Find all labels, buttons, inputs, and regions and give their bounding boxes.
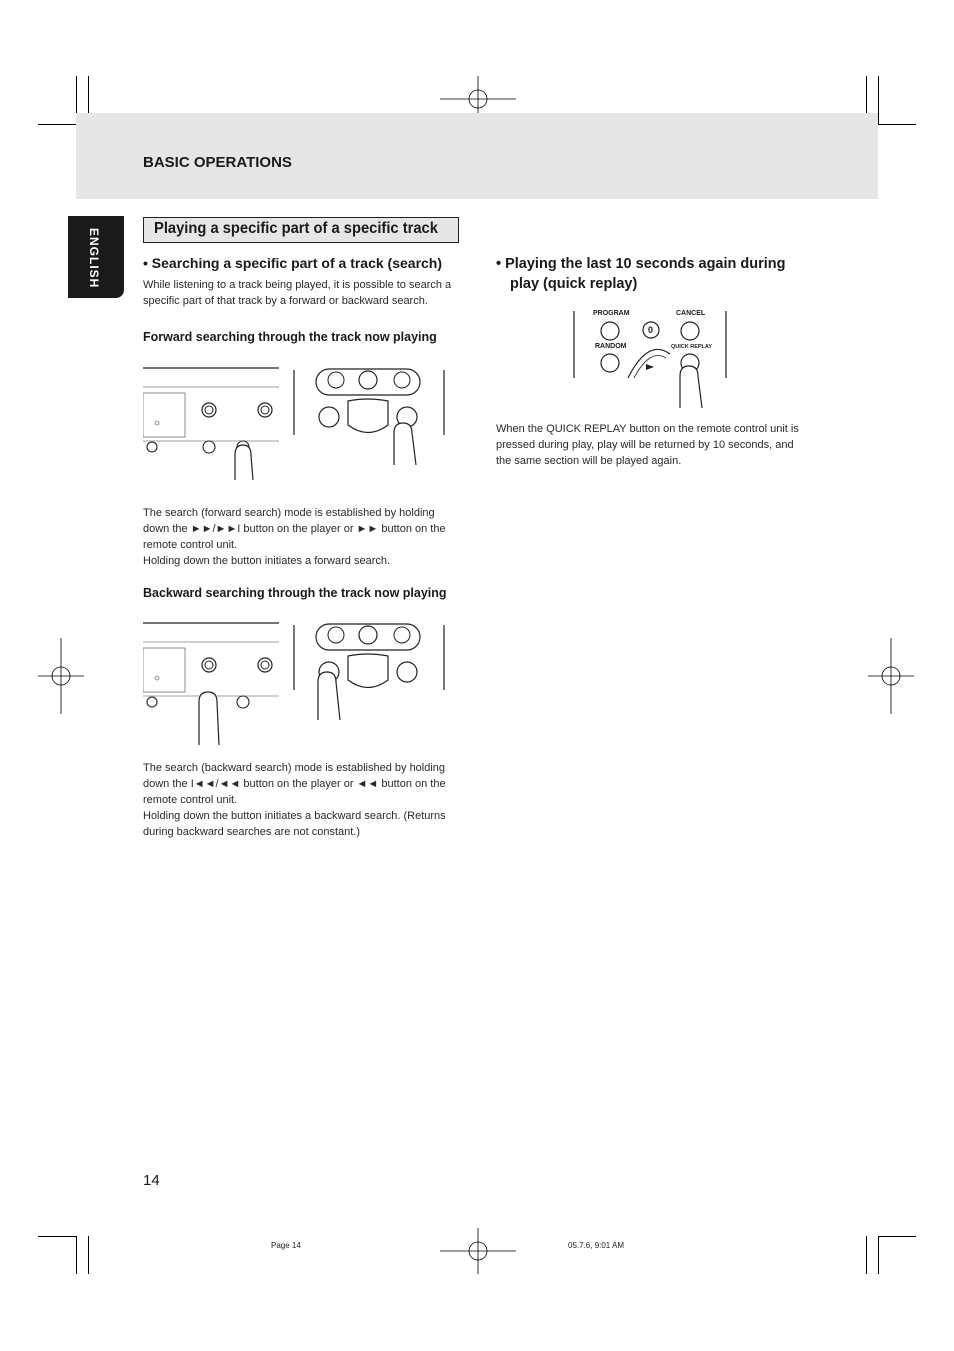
remote-forward-illustration bbox=[292, 365, 446, 465]
remote-label-cancel: CANCEL bbox=[676, 310, 706, 317]
section-title: BASIC OPERATIONS bbox=[143, 154, 292, 171]
remote-label-quick-replay: QUICK REPLAY bbox=[671, 344, 713, 350]
crop-mark bbox=[878, 1236, 879, 1274]
language-tab bbox=[68, 216, 124, 298]
player-panel-forward-illustration bbox=[143, 365, 279, 480]
forward-search-heading: Forward searching through the track now playing bbox=[143, 330, 437, 344]
crop-mark bbox=[866, 1236, 867, 1274]
search-intro bbox=[143, 277, 459, 309]
crop-mark bbox=[88, 1236, 89, 1274]
quick-replay-description bbox=[496, 421, 811, 469]
quick-replay-heading bbox=[496, 254, 786, 294]
crop-mark bbox=[76, 1236, 77, 1274]
crop-mark bbox=[866, 76, 867, 114]
quick-replay-text: When the QUICK REPLAY button on the remote control unit is pressed during play, play will be returned by 10 seconds, and the same section will be played again. bbox=[496, 423, 799, 467]
crop-mark bbox=[878, 76, 879, 124]
remote-backward-illustration bbox=[292, 620, 446, 720]
registration-target-right bbox=[868, 638, 914, 714]
crop-mark bbox=[38, 1236, 76, 1237]
remote-quick-replay-illustration bbox=[572, 308, 728, 408]
crop-mark bbox=[88, 76, 89, 114]
quick-replay-heading-line-1: • Playing the last 10 seconds again during bbox=[496, 256, 786, 272]
forward-search-description bbox=[143, 505, 459, 569]
crop-mark bbox=[878, 1236, 916, 1237]
crop-mark bbox=[38, 124, 76, 125]
footer-page-label: Page 14 bbox=[271, 1241, 301, 1250]
page-title: Playing a specific part of a specific track bbox=[154, 220, 438, 237]
backward-search-heading: Backward searching through the track now playing bbox=[143, 586, 447, 600]
backward-search-text-1: The search (backward search) mode is established by holding down the I◄◄/◄◄ button on the player or ◄◄ button on the remote control unit. bbox=[143, 762, 446, 806]
quick-replay-heading-line-2: play (quick replay) bbox=[510, 276, 638, 292]
remote-label-random: RANDOM bbox=[595, 343, 627, 350]
footer-timestamp: 05.7.6, 9:01 AM bbox=[568, 1241, 625, 1250]
remote-label-zero: 0 bbox=[648, 325, 654, 335]
search-heading: • Searching a specific part of a track (search) bbox=[143, 255, 443, 271]
backward-search-text-2: Holding down the button initiates a backward search. (Returns during backward searches are not constant.) bbox=[143, 810, 446, 838]
language-tab-label: ENGLISH bbox=[87, 228, 101, 289]
player-panel-backward-illustration bbox=[143, 620, 279, 745]
backward-search-description bbox=[143, 760, 459, 840]
remote-label-program: PROGRAM bbox=[593, 310, 630, 317]
forward-search-text-2: Holding down the button initiates a forward search. bbox=[143, 555, 391, 567]
registration-target-left bbox=[38, 638, 84, 714]
registration-target-bottom bbox=[440, 1228, 516, 1274]
page-number: 14 bbox=[143, 1172, 160, 1189]
page-title-box bbox=[143, 217, 459, 243]
search-intro-text: While listening to a track being played, it is possible to search a specific part of that track by a forward or backward search. bbox=[143, 279, 452, 307]
forward-search-text-1: The search (forward search) mode is established by holding down the ►►/►►I button on the player or ►► button on the remote control unit. bbox=[143, 507, 446, 551]
crop-mark bbox=[878, 124, 916, 125]
